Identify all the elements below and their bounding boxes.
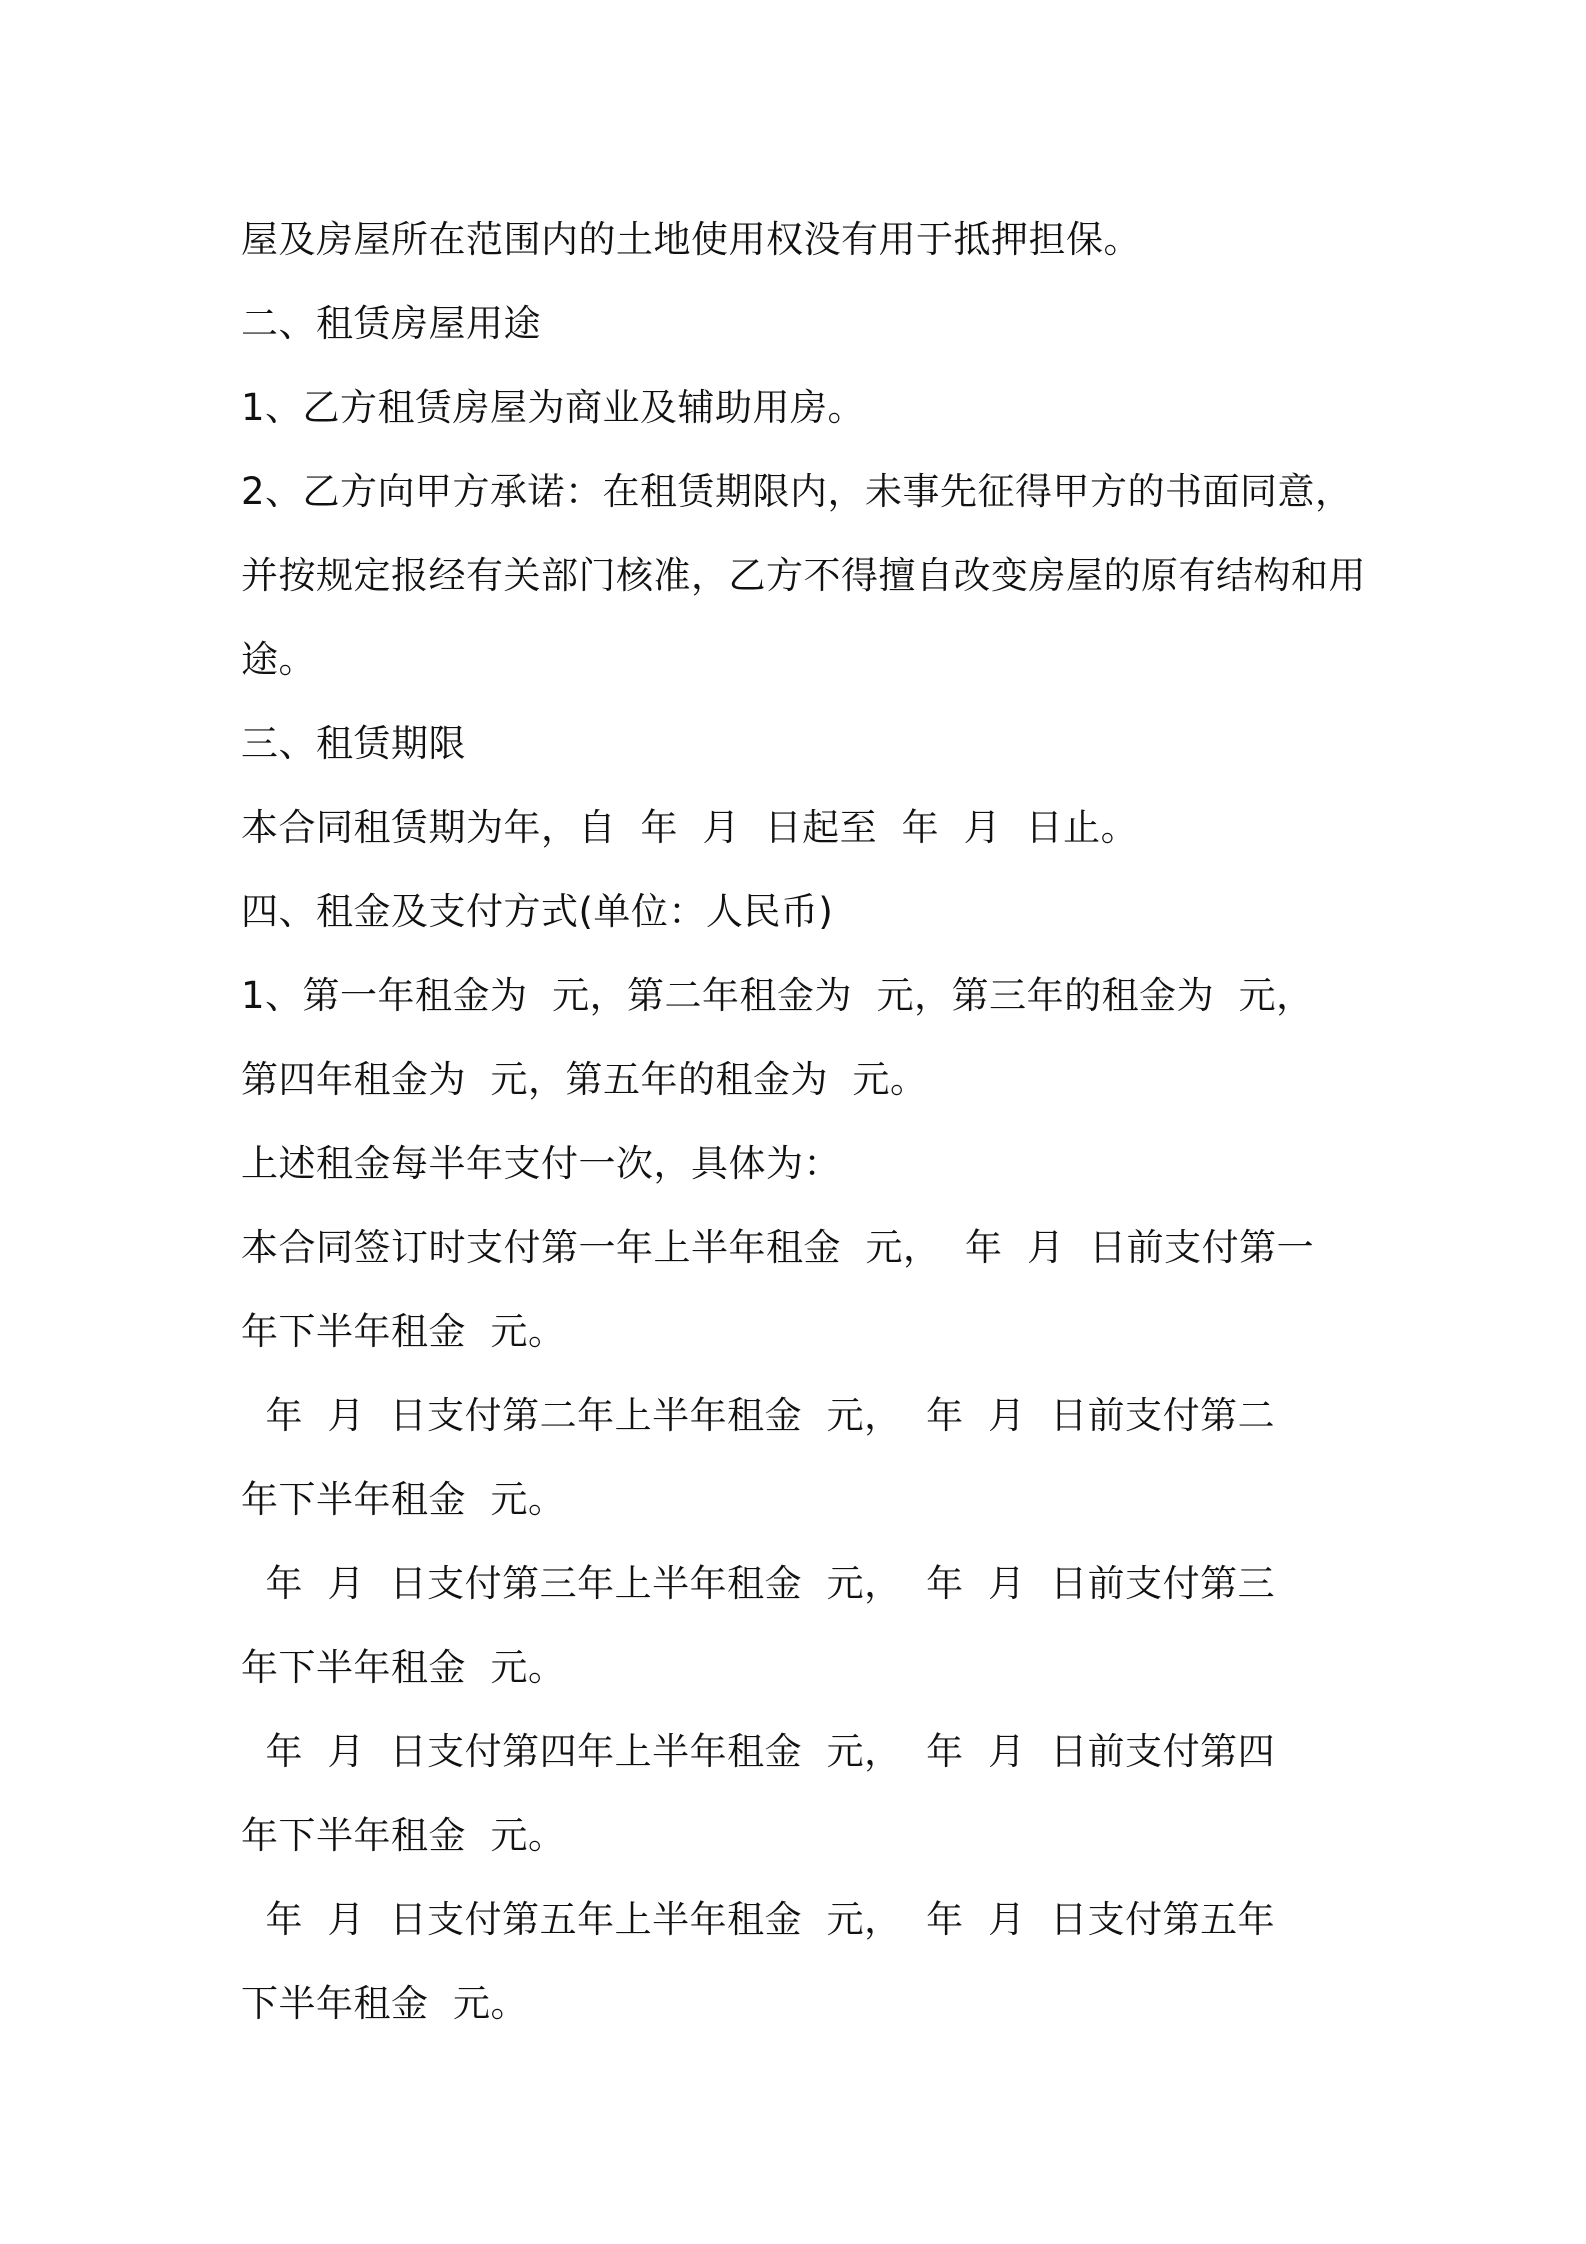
text-line: 并按规定报经有关部门核准，乙方不得擅自改变房屋的原有结构和用 (241, 554, 1366, 597)
text-line: 年 月 日支付第五年上半年租金 元， 年 月 日支付第五年 (241, 1898, 1276, 1941)
text-line: 1、第一年租金为 元，第二年租金为 元，第三年的租金为 元， (241, 974, 1314, 1017)
text-line: 年 月 日支付第二年上半年租金 元， 年 月 日前支付第二 (241, 1394, 1276, 1437)
section-heading: 四、租金及支付方式(单位：人民币) (241, 890, 834, 933)
text-line: 下半年租金 元。 (241, 1982, 529, 2025)
text-line: 2、乙方向甲方承诺：在租赁期限内，未事先征得甲方的书面同意， (241, 470, 1353, 513)
text-line: 1、乙方租赁房屋为商业及辅助用房。 (241, 386, 866, 429)
section-heading: 二、租赁房屋用途 (241, 302, 541, 345)
text-line: 年下半年租金 元。 (241, 1814, 566, 1857)
text-line: 上述租金每半年支付一次，具体为： (241, 1142, 841, 1185)
text-line: 本合同租赁期为年，自 年 月 日起至 年 月 日止。 (241, 806, 1139, 849)
text-line: 年 月 日支付第三年上半年租金 元， 年 月 日前支付第三 (241, 1562, 1276, 1605)
text-line: 途。 (241, 638, 316, 681)
text-line: 本合同签订时支付第一年上半年租金 元， 年 月 日前支付第一 (241, 1226, 1315, 1269)
text-line: 年下半年租金 元。 (241, 1310, 566, 1353)
text-line: 年下半年租金 元。 (241, 1478, 566, 1521)
text-line: 屋及房屋所在范围内的土地使用权没有用于抵押担保。 (241, 218, 1141, 261)
text-line: 年 月 日支付第四年上半年租金 元， 年 月 日前支付第四 (241, 1730, 1276, 1773)
text-line: 第四年租金为 元，第五年的租金为 元。 (241, 1058, 928, 1101)
text-line: 年下半年租金 元。 (241, 1646, 566, 1689)
document-body (241, 198, 1366, 2046)
section-heading: 三、租赁期限 (241, 722, 466, 765)
